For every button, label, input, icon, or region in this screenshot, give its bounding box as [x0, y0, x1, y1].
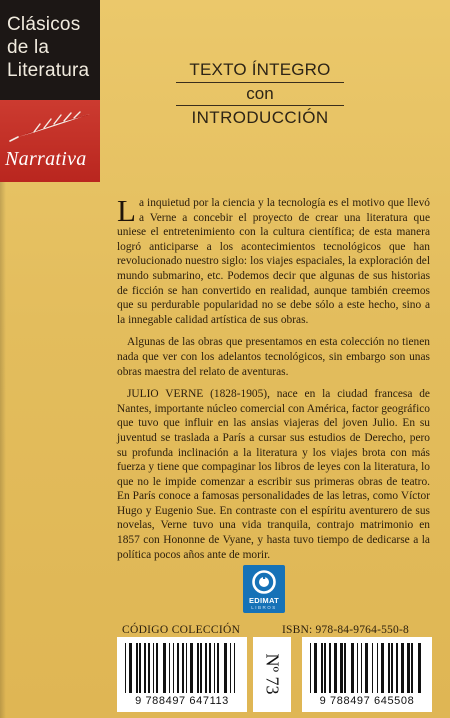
- author-biography: JULIO VERNE (1828-1905), nace en la ciudad francesa de Nantes, importante núcleo comercial con América, factor geográfico que tuvo que influir en las ansias viajeras del joven Julio. En su juventud se traslada a París a cursar sus estudios de Derecho, pero su profunda inclinación a la literatura y los viajes brota con más fuerza y tiene que compaginar los libros de leyes con la literatura, lo que no le impide comenzar a escribir sus primeras obras de teatro. En París conoce a famosas personalidades de las letras, como Víctor Hugo y Eugenio Sue. En contraste con el espíritu aventurero de sus novelas, Verne tuvo una vida tranquila, contrajo matrimonio en 1857 con Hononne de Vyane, y hasta tuvo tiempo de dedicarse a la política pocos años ante de morir.: [117, 388, 430, 561]
- publisher-name: EDIMAT: [249, 596, 279, 605]
- quill-icon: [4, 110, 94, 144]
- volume-number: Nº 73: [262, 653, 283, 695]
- heading-line: TEXTO ÍNTEGRO: [189, 60, 331, 79]
- synopsis-paragraph: [117, 193, 430, 327]
- collection-code-label: CÓDIGO COLECCIÓN: [122, 624, 241, 636]
- synopsis-paragraph: Algunas de las obras que presentamos en esta colección no tienen nada que ver con los adelantos tecnológicos, sin embargo son unas obras maestra del relato de aventuras.: [117, 336, 430, 378]
- isbn-barcode: [302, 637, 432, 712]
- heading-rule: [176, 82, 344, 83]
- heading-line: con: [246, 84, 274, 103]
- barcode-number: 9 788497 647113: [135, 695, 229, 707]
- heading-rule: [176, 105, 344, 106]
- series-title-line: Clásicos: [7, 14, 81, 35]
- edimat-logo-icon: [252, 570, 276, 594]
- genre-band: [0, 100, 100, 182]
- barcode-number: 9 788497 645508: [319, 695, 415, 707]
- volume-box: [253, 637, 291, 712]
- series-block: [0, 0, 100, 182]
- publisher-subtitle: LIBROS: [251, 605, 277, 610]
- collection-barcode: [117, 637, 247, 712]
- barcode-bars: [125, 643, 239, 693]
- heading-line: INTRODUCCIÓN: [191, 108, 329, 127]
- drop-cap: L: [117, 193, 136, 228]
- paragraph-text: a inquietud por la ciencia y la tecnología es el motivo que llevó a Verne a concebir el proyecto de crear una literatura que uniese el entretenimiento con la cultura científica; de esta manera logró anticiparse a los acontecimientos tecnológicos que han revolucionado nuestro siglo: los viajes espaciales, la exploración del mundo submarino, etc. Podemos decir que algunas de sus historias de ficción se han convertido en realidad, aunque también creemos que su perdurable popularidad no se debe sólo a este hecho, sino a la innegable calidad artística de sus obras.: [117, 197, 430, 326]
- series-title-line: de la: [7, 37, 50, 58]
- genre-label: Narrativa: [5, 148, 87, 170]
- isbn-label: ISBN: 978-84-9764-550-8: [282, 624, 409, 636]
- barcode-bars: [310, 643, 424, 693]
- publisher-logo: [243, 565, 285, 613]
- series-title-line: Literatura: [7, 60, 90, 81]
- edition-heading: [170, 60, 350, 128]
- synopsis-text: [117, 193, 430, 562]
